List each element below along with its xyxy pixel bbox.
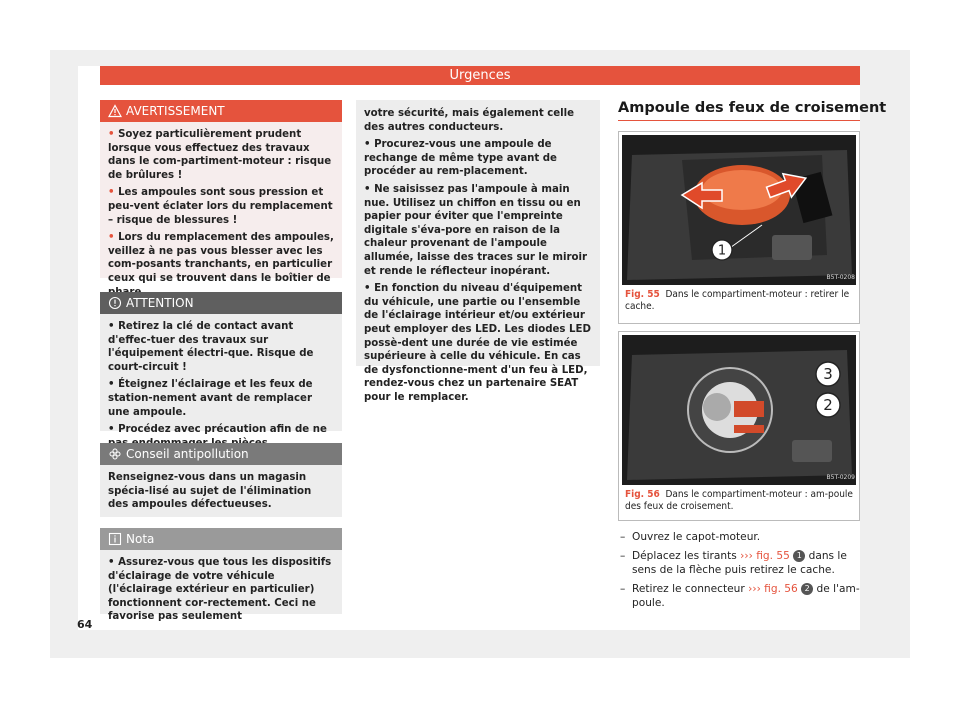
figure-55	[618, 131, 860, 324]
continuation-intro: votre sécurité, mais également celle des autres conducteurs.	[364, 108, 575, 133]
note-header	[100, 528, 342, 550]
callout-3	[815, 361, 841, 387]
page-number: 64	[77, 618, 93, 631]
figure-link[interactable]: ››› fig. 55	[740, 549, 790, 562]
figure-56	[618, 331, 860, 521]
figure-caption: Fig. 55 Dans le compartiment-moteur : retirer le cache.	[625, 289, 850, 312]
section-title: Ampoule des feux de croisement	[618, 100, 887, 116]
info-circle-icon	[108, 296, 122, 310]
warning-title: AVERTISSEMENT	[126, 104, 225, 118]
warning-header	[100, 100, 342, 122]
svg-text:2: 2	[823, 396, 833, 414]
attention-item: • Procédez avec précaution afin de ne	[108, 424, 327, 436]
callout-ref: 1	[793, 550, 805, 562]
attention-title: ATTENTION	[126, 296, 194, 310]
step: – Ouvrez le capot-moteur.	[620, 531, 761, 543]
chapter-header: Urgences	[100, 66, 860, 85]
attention-item: • Éteignez l'éclairage et les feux de station-nement avant de remplacer une ampoule.	[108, 379, 313, 418]
environment-header	[100, 443, 342, 465]
svg-text:1: 1	[717, 243, 727, 259]
continuation-item: • Ne saisissez pas l'ampoule à main nue. Utilisez un chiffon en tissu ou en papier pour éviter que l'empreinte digitale s'éva-pore en raison de la chaleur provenant de l'ampoule allumée, laisse des traces sur le miroir et rende le réflecteur inopérant.	[364, 183, 588, 277]
step: – Déplacez les tirants ››› fig. 55 1 dans le sens de la flèche puis retirez le cache.	[620, 549, 847, 576]
warning-box	[100, 100, 342, 284]
callout-1	[711, 239, 733, 261]
continuation-item: • Procurez-vous une ampoule de rechange de même type avant de procéder au rem-placement.	[364, 139, 557, 178]
section-divider	[618, 120, 860, 121]
warning-item: • Lors du remplacement des ampoules, veillez à ne pas vous blesser avec les com-posants tranchants, en particulier ceux qui se trouvent dans le boîtier de	[108, 232, 334, 284]
figure-code: B5T-0209	[826, 474, 855, 481]
environment-title: Conseil antipollution	[126, 447, 249, 461]
svg-text:3: 3	[823, 365, 833, 383]
step: – Retirez le connecteur ››› fig. 56 2 de l'am-poule.	[620, 582, 860, 609]
note-box	[100, 528, 342, 623]
note-continuation-box	[356, 100, 600, 403]
info-square-icon	[108, 532, 122, 546]
attention-header	[100, 292, 342, 314]
figure-link[interactable]: ››› fig. 56	[748, 582, 798, 595]
callout-2	[815, 392, 841, 418]
note-title: Nota	[126, 532, 155, 546]
headlight-cover-photo	[622, 135, 856, 285]
note-item: • Assurez-vous que tous les dispositifs d'éclairage de votre véhicule (l'éclairage extérieur en particulier) fonctionnent cor-rectement. Ceci ne favorise pas seulement	[108, 557, 332, 623]
continuation-item: • En fonction du niveau d'équipement du véhicule, une partie ou l'ensemble de l'éclairage intérieur et/ou extérieur peut employer des LED. Les diodes LED possè-dent une durée de vie estimée supérieure à celle du véhicule. En cas de dysfonctionne-ment d'un feu à LED, rendez-vous chez un partenaire SEAT pour le remplacer.	[364, 283, 591, 403]
warning-triangle-icon	[108, 104, 122, 118]
attention-box	[100, 292, 342, 436]
procedure-steps	[618, 530, 862, 615]
environment-box	[100, 443, 342, 517]
figure-code: B5T-0208	[826, 274, 855, 281]
callout-ref: 2	[801, 583, 813, 595]
attention-item: • Retirez la clé de contact avant d'effec-tuer des travaux sur l'équipement électri-que. Risque de court-circuit !	[108, 321, 314, 373]
warning-item: • Les ampoules sont sous pression et peu-vent éclater lors du remplacement – risque de blessures !	[108, 187, 333, 226]
environment-text: Renseignez-vous dans un magasin spécia-lisé au sujet de l'élimination des ampoules défectueuses.	[108, 472, 312, 511]
warning-item: • Soyez particulièrement prudent lorsque vous effectuez des travaux dans le com-partiment-moteur : risque de brûlures !	[108, 129, 332, 181]
flower-icon	[108, 447, 122, 461]
figure-caption: Fig. 56 Dans le compartiment-moteur : am-poule des feux de croisement.	[625, 489, 853, 512]
